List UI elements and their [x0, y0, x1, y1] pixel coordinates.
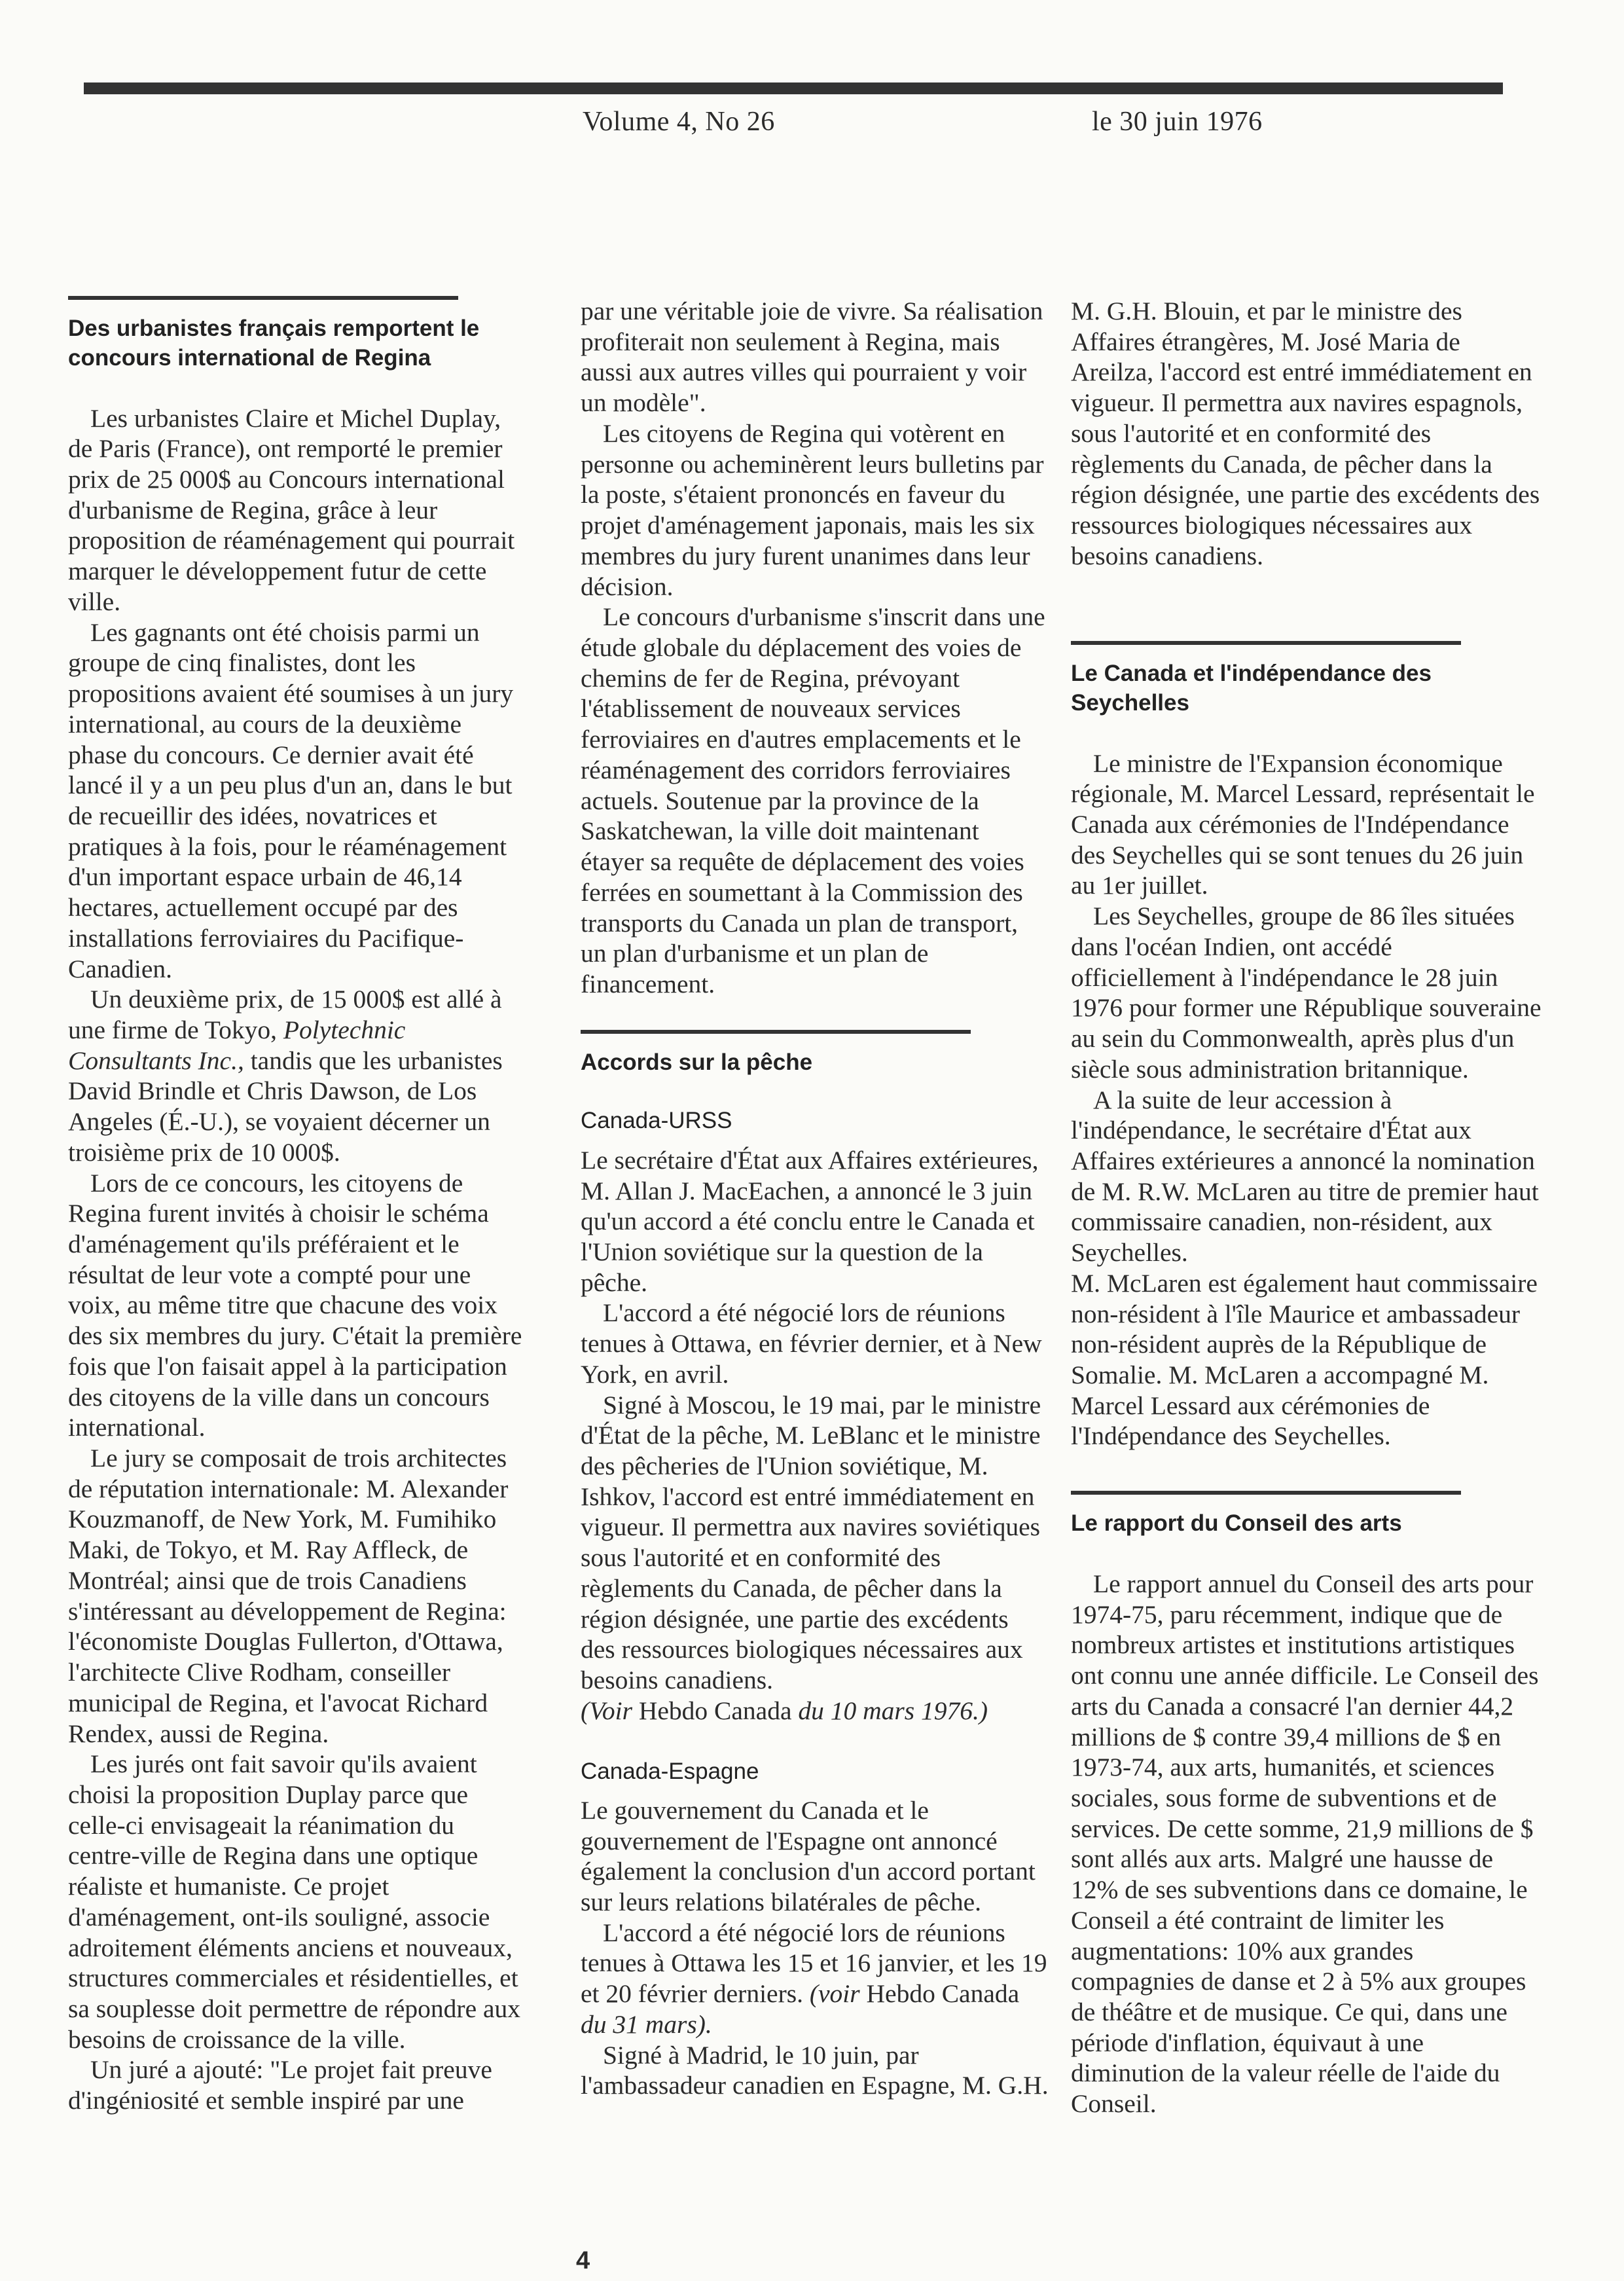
- paragraph: Le rapport annuel du Conseil des arts pour 1974-75, paru récemment, indique que de nombreux artistes et institutions artistiques ont connu une année difficile. Le Conseil des arts du Canada a consacré l'an dernier 44,2 millions de $ contre 39,4 millions de $ en 1973-74, aux arts, humanités, et sciences sociales, sous forme de subventions et de services. De cette somme, 21,9 millions de $ sont allés aux arts. Malgré une hausse de 12% de ses subventions dans ce domaine, le Conseil a été contraint de limiter les augmentations: 10% aux grandes compagnies de danse et 2 à 5% aux groupes de théâtre et de musique. Ce qui, dans une période d'inflation, équivaut à une diminution de la valeur réelle de l'aide du Conseil.: [1071, 1569, 1539, 2119]
- text-run: tandis que les urbanistes David Brindle et Chris Dawson, de Los Angeles (É.-U.), se voyaient décerner un troisième prix de 10 000$.: [68, 1046, 503, 1167]
- continued-visible: par une véritable joie de vivre. Sa réalisation profiterait non seulement à Regina, mais aussi aux autres villes qui pourraient y voir un modèle".: [581, 297, 1043, 418]
- paragraph: Les jurés ont fait savoir qu'ils avaient choisi la proposition Duplay parce que celle-ci envisageait la réanimation du centre-ville de Regina dans une optique réaliste et humaniste. Ce projet d'aménagement, ont-ils souligné, associe adroitement éléments anciens et nouveaux, structures commerciales et résidentielles, et sa souplesse doit permettre de répondre aux besoins de croissance de la ville.: [68, 1749, 521, 2054]
- reference-note: [581, 1696, 1049, 1726]
- paragraph: M. McLaren est également haut commissaire non-résident à l'île Maurice et ambassadeur non-résident auprès de la République de Somalie. M. McLaren a accompagné M. Marcel Lessard aux cérémonies de l'Indépendance des Seychelles.: [1071, 1268, 1538, 1451]
- text-run: (Voir: [581, 1696, 639, 1725]
- article-seychelles: [1071, 641, 1542, 1451]
- article-title: Accords sur la pêche: [581, 1049, 813, 1075]
- subheading: Canada-Espagne: [581, 1758, 759, 1784]
- article-peche: [581, 1030, 1049, 2102]
- section-rule: [1071, 641, 1461, 645]
- firm-name: Polytechnic Consultants Inc.,: [68, 1015, 406, 1075]
- column-3: [1071, 296, 1542, 2119]
- article-title: Le rapport du Conseil des arts: [1071, 1510, 1402, 1537]
- paragraph: Un juré a ajouté: "Le projet fait preuve d'ingéniosité et semble inspiré par une: [68, 2055, 492, 2115]
- paragraph: [581, 1918, 1049, 2040]
- publication-name: Hebdo Canada: [866, 1979, 1020, 2009]
- volume-number: Volume 4, No 26: [583, 107, 775, 137]
- paragraph: Signé à Madrid, le 10 juin, par l'ambassadeur canadien en Espagne, M. G.H.: [581, 2040, 1049, 2100]
- subheading: Canada-URSS: [581, 1108, 732, 1134]
- paragraph: L'accord a été négocié lors de réunions tenues à Ottawa, en février dernier, et à New York, en avril.: [581, 1298, 1042, 1389]
- paragraph-continued: [581, 296, 1049, 418]
- section-rule: [581, 1030, 971, 1034]
- paragraph: Les gagnants ont été choisis parmi un groupe de cinq finalistes, dont les propositions avaient été soumises à un jury international, au cours de la deuxième phase du concours. Ce dernier avait été lancé il y a un peu plus d'un an, dans le but de recueillir des idées, novatrices et pratiques à la fois, pour le réaménagement d'un important espace urbain de 46,14 hectares, actuellement occupé par des installations ferroviaires du Pacifique-Canadien.: [68, 617, 514, 983]
- paragraph: Le secrétaire d'État aux Affaires extérieures, M. Allan J. MacEachen, a annoncé le 3 juin qu'un accord a été conclu entre le Canada et l'Union soviétique sur la question de la pêche.: [581, 1145, 1039, 1297]
- text-run: du 31 mars).: [581, 2009, 712, 2039]
- top-rule: [84, 82, 1503, 94]
- page-number: 4: [576, 2247, 590, 2274]
- text-run: Un deuxième prix, de 15 000$ est allé à une firme de Tokyo,: [68, 985, 502, 1044]
- paragraph: Signé à Moscou, le 19 mai, par le ministre d'État de la pêche, M. LeBlanc et le ministre des pêcheries de l'Union soviétique, M. Ishkov, l'accord est entré immédiatement en vigueur. Il permettra aux navires soviétiques sous l'autorité et en conformité des règlements du Canada, de pêcher dans la région désignée, une partie des excédents des ressources biologiques nécessaires aux besoins canadiens.: [581, 1390, 1041, 1695]
- paragraph: Le jury se composait de trois architectes de réputation internationale: M. Alexander Kouzmanoff, de New York, M. Fumihiko Maki, de Tokyo, et M. Ray Affleck, de Montréal; ainsi que de trois Canadiens s'intéressant au développement de Regina: l'économiste Douglas Fullerton, d'Ottawa, l'architecte Clive Rodham, conseiller municipal de Regina, et l'avocat Richard Rendex, aussi de Regina.: [68, 1444, 509, 1748]
- article-urbanistes: [68, 296, 526, 2116]
- paragraph: Les Seychelles, groupe de 86 îles situées dans l'océan Indien, ont accédé officiellement à l'indépendance le 28 juin 1976 pour former une République souveraine au sein du Commonwealth, après plus d'un siècle sous administration britannique.: [1071, 902, 1542, 1084]
- paragraph: Les urbanistes Claire et Michel Duplay, de Paris (France), ont remporté le premier prix de 25 000$ au Concours international d'urbanisme de Regina, grâce à leur proposition de réaménagement qui pourrait marquer le développement futur de cette ville.: [68, 403, 515, 616]
- section-rule: [68, 296, 458, 300]
- text-run: (voir: [809, 1979, 867, 2009]
- text-run: du 10 mars 1976.): [791, 1696, 988, 1725]
- column-2: [581, 296, 1049, 2102]
- column-1: [68, 296, 526, 2116]
- paragraph: Le gouvernement du Canada et le gouvernement de l'Espagne ont annoncé également la conclusion d'un accord portant sur leurs relations bilatérales de pêche.: [581, 1795, 1036, 1917]
- paragraph: A la suite de leur accession à l'indépendance, le secrétaire d'État aux Affaires extérieures a annoncé la nomination de M. R.W. McLaren au titre de premier haut commissaire canadien, non-résident, aux Seychelles.: [1071, 1085, 1539, 1268]
- article-title: Des urbanistes français remportent le concours international de Regina: [68, 316, 480, 371]
- section-rule: [1071, 1491, 1461, 1495]
- paragraph: Les citoyens de Regina qui votèrent en personne ou acheminèrent leurs bulletins par la poste, s'étaient prononcés en faveur du projet d'aménagement japonais, mais les six membres du jury furent unanimes dans leur décision.: [581, 419, 1044, 601]
- paragraph-continued: M. G.H. Blouin, et par le ministre des Affaires étrangères, M. José Maria de Areilza, l'accord est entré immédiatement en vigueur. Il permettra aux navires espagnols, sous l'autorité et en conformité des règlements du Canada, de pêcher dans la région désignée, une partie des excédents des ressources biologiques nécessaires aux besoins canadiens.: [1071, 297, 1540, 570]
- paragraph: [68, 984, 526, 1167]
- article-conseil: [1071, 1491, 1542, 2119]
- issue-date: le 30 juin 1976: [1092, 107, 1263, 137]
- paragraph: Le ministre de l'Expansion économique régionale, M. Marcel Lessard, représentait le Canada aux cérémonies de l'Indépendance des Seychelles qui se sont tenues du 26 juin au 1er juillet.: [1071, 748, 1535, 900]
- paragraph: Lors de ce concours, les citoyens de Regina furent invités à choisir le schéma d'aménagement qu'ils préféraient et le résultat de leur vote a compté pour une voix, au même titre que chacune des voix des six membres du jury. C'était la première fois que l'on faisait appel à la participation des citoyens de la ville dans un concours international.: [68, 1168, 522, 1442]
- text-run: L'accord a été négocié lors de réunions tenues à Ottawa les 15 et 16 janvier, et les 19 et 20 février derniers.: [581, 1918, 1047, 2009]
- publication-name: Hebdo Canada: [638, 1696, 792, 1725]
- paragraph: Le concours d'urbanisme s'inscrit dans une étude globale du déplacement des voies de chemins de fer de Regina, prévoyant l'établissement de nouveaux services ferroviaires en d'autres emplacements et le réaménagement des corridors ferroviaires actuels. Soutenue par la province de la Saskatchewan, la ville doit maintenant étayer sa requête de déplacement des voies ferrées en soumettant à la Commission des transports du Canada un plan de transport, un plan d'urbanisme et un plan de financement.: [581, 602, 1045, 998]
- article-title: Le Canada et l'indépendance des Seychelles: [1071, 661, 1432, 716]
